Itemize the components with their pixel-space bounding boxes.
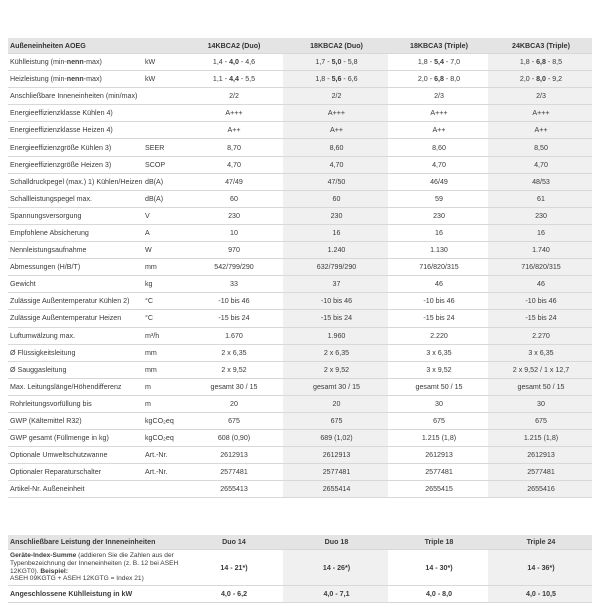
spec-unit bbox=[143, 190, 183, 207]
spec-unit bbox=[143, 344, 183, 361]
spec-unit bbox=[143, 464, 183, 481]
spec-value-model-3: -15 bis 24 bbox=[388, 310, 488, 327]
spec-value-model-3: 2/3 bbox=[388, 88, 488, 105]
spec-value-model-2: 37 bbox=[283, 276, 388, 293]
spec-value-model-4: A+++ bbox=[488, 105, 592, 122]
spec-value-model-2: 2655414 bbox=[283, 481, 388, 498]
spec-value-model-4: 8,50 bbox=[488, 139, 592, 156]
spec-value-model-4: 46 bbox=[488, 276, 592, 293]
spec-value-model-3: A++ bbox=[388, 122, 488, 139]
spec-unit-text: kg bbox=[145, 280, 153, 289]
spec-unit-text: kW bbox=[145, 58, 156, 67]
spec-value-model-2: 20 bbox=[283, 395, 388, 412]
spec-value-model-3: A+++ bbox=[388, 105, 488, 122]
spec-unit-text: dB(A) bbox=[145, 177, 164, 186]
spec-row bbox=[8, 395, 592, 412]
spec-row bbox=[8, 173, 592, 190]
spec-value-model-1: 33 bbox=[183, 276, 283, 293]
spec-value-model-1: 2 x 6,35 bbox=[183, 344, 283, 361]
index-example-text: ASEH 09KGTG + ASEH 12KGTG = Index 21) bbox=[10, 575, 144, 583]
spec-row bbox=[8, 207, 592, 224]
spec-value-model-2: 230 bbox=[283, 207, 388, 224]
spec-label: Energieeffizienzgröße Kühlen 3) bbox=[8, 139, 143, 156]
spec-unit bbox=[143, 122, 183, 139]
spec-value-model-4: 1,8 - 6,8 - 8,5 bbox=[488, 54, 592, 71]
indoor-capacity-header-row bbox=[8, 535, 592, 550]
spec-value-model-1: A+++ bbox=[183, 105, 283, 122]
outdoor-units-body bbox=[8, 54, 592, 498]
spec-row bbox=[8, 224, 592, 241]
spec-unit-text: dB(A) bbox=[145, 194, 164, 203]
spec-row bbox=[8, 481, 592, 498]
spec-value-model-3: 59 bbox=[388, 190, 488, 207]
spec-value-model-3: -10 bis 46 bbox=[388, 293, 488, 310]
spec-row bbox=[8, 361, 592, 378]
spec-unit bbox=[143, 293, 183, 310]
spec-unit bbox=[143, 139, 183, 156]
spec-row bbox=[8, 190, 592, 207]
spec-unit-text: mm bbox=[145, 263, 157, 272]
spec-value-model-4: A++ bbox=[488, 122, 592, 139]
spec-unit bbox=[143, 447, 183, 464]
spec-value-model-3: 1,8 - 5,4 - 7,0 bbox=[388, 54, 488, 71]
spec-value-model-1: 230 bbox=[183, 207, 283, 224]
spec-row bbox=[8, 54, 592, 71]
spec-value-model-1: 675 bbox=[183, 412, 283, 429]
spec-unit bbox=[143, 71, 183, 88]
spec-label: Zulässige Außentemperatur Kühlen 2) bbox=[8, 293, 143, 310]
spec-value-model-3: 3 x 9,52 bbox=[388, 361, 488, 378]
cooling-triple24: 4,0 - 10,5 bbox=[488, 585, 592, 602]
spec-value-model-2: 16 bbox=[283, 224, 388, 241]
spec-value-model-2: 675 bbox=[283, 412, 388, 429]
spec-value-model-4: 2 x 9,52 / 1 x 12,7 bbox=[488, 361, 592, 378]
spec-value-model-3: 46/49 bbox=[388, 173, 488, 190]
spec-unit-text: W bbox=[145, 246, 152, 255]
spec-value-model-3: 4,70 bbox=[388, 156, 488, 173]
spec-unit bbox=[143, 361, 183, 378]
cooling-duo14: 4,0 - 6,2 bbox=[183, 585, 283, 602]
spec-value-model-4: 61 bbox=[488, 190, 592, 207]
spec-label: Empfohlene Absicherung bbox=[8, 224, 143, 241]
spec-value-model-2: gesamt 30 / 15 bbox=[283, 378, 388, 395]
spec-row bbox=[8, 447, 592, 464]
spec-row bbox=[8, 327, 592, 344]
spec-value-model-2: 1.240 bbox=[283, 242, 388, 259]
spec-value-model-4: 30 bbox=[488, 395, 592, 412]
index-sum-title: Geräte-Index-Summe bbox=[10, 552, 77, 560]
spec-value-model-1: 1,1 - 4,4 - 5,5 bbox=[183, 71, 283, 88]
cooling-duo18: 4,0 - 7,1 bbox=[283, 585, 388, 602]
spec-value-model-2: 47/50 bbox=[283, 173, 388, 190]
spec-unit bbox=[143, 481, 183, 498]
spec-unit bbox=[143, 412, 183, 429]
spec-label: Artikel-Nr. Außeneinheit bbox=[8, 481, 143, 498]
spec-label: Ø Flüssigkeitsleitung bbox=[8, 344, 143, 361]
outdoor-units-table bbox=[8, 38, 592, 498]
index-sum-duo14: 14 - 21*) bbox=[183, 550, 283, 585]
index-sum-text: (addieren Sie die Zahlen aus der Typenbezeichnung der Inneneinheiten (z. B. 12 bei ASEH 12KGT0). bbox=[10, 552, 179, 575]
spec-value-model-1: 2612913 bbox=[183, 447, 283, 464]
spec-row bbox=[8, 276, 592, 293]
spec-value-model-4: 2/3 bbox=[488, 88, 592, 105]
spec-label: Ø Sauggasleitung bbox=[8, 361, 143, 378]
spec-value-model-1: 2577481 bbox=[183, 464, 283, 481]
header-unit bbox=[143, 38, 183, 54]
spec-label: Energieeffizienzgröße Heizen 3) bbox=[8, 156, 143, 173]
spec-value-model-1: 10 bbox=[183, 224, 283, 241]
indoor-header-triple18: Triple 18 bbox=[388, 535, 488, 550]
spec-value-model-4: 2655416 bbox=[488, 481, 592, 498]
spec-label: Abmessungen (H/B/T) bbox=[8, 259, 143, 276]
spec-value-model-2: 632/799/290 bbox=[283, 259, 388, 276]
spec-row bbox=[8, 293, 592, 310]
spec-row bbox=[8, 259, 592, 276]
spec-row bbox=[8, 88, 592, 105]
index-sum-row bbox=[8, 550, 592, 585]
spec-row bbox=[8, 344, 592, 361]
spec-value-model-2: 60 bbox=[283, 190, 388, 207]
spec-value-model-3: 716/820/315 bbox=[388, 259, 488, 276]
spec-unit-text: kgCO₂eq bbox=[145, 434, 174, 443]
spec-value-model-3: 1.215 (1,8) bbox=[388, 430, 488, 447]
spec-unit bbox=[143, 207, 183, 224]
spec-value-model-3: 2.220 bbox=[388, 327, 488, 344]
indoor-header-duo14: Duo 14 bbox=[183, 535, 283, 550]
spec-value-model-2: A+++ bbox=[283, 105, 388, 122]
spec-value-model-1: 2655413 bbox=[183, 481, 283, 498]
spec-value-model-1: 608 (0,90) bbox=[183, 430, 283, 447]
spec-value-model-3: 1.130 bbox=[388, 242, 488, 259]
spec-unit bbox=[143, 259, 183, 276]
spec-unit bbox=[143, 242, 183, 259]
spec-value-model-4: 1.740 bbox=[488, 242, 592, 259]
spec-label: Optionaler Reparaturschalter bbox=[8, 464, 143, 481]
spec-value-model-4: 675 bbox=[488, 412, 592, 429]
spec-label: Heizleistung (min-nenn-max) bbox=[8, 71, 143, 88]
spec-label: GWP (Kältemittel R32) bbox=[8, 412, 143, 429]
spec-unit-text: kgCO₂eq bbox=[145, 417, 174, 426]
spec-value-model-3: 230 bbox=[388, 207, 488, 224]
spec-value-model-4: 2577481 bbox=[488, 464, 592, 481]
spec-value-model-2: 2577481 bbox=[283, 464, 388, 481]
index-example-title: Beispiel: bbox=[40, 567, 68, 575]
spec-label: Kühlleistung (min-nenn-max) bbox=[8, 54, 143, 71]
spec-row bbox=[8, 412, 592, 429]
spec-unit-text: m bbox=[145, 382, 151, 391]
spec-row bbox=[8, 464, 592, 481]
index-sum-label bbox=[8, 550, 183, 585]
spec-row bbox=[8, 156, 592, 173]
spec-value-model-4: -15 bis 24 bbox=[488, 310, 592, 327]
index-sum-triple18: 14 - 30*) bbox=[388, 550, 488, 585]
spec-value-model-2: -15 bis 24 bbox=[283, 310, 388, 327]
spec-value-model-4: 48/53 bbox=[488, 173, 592, 190]
indoor-capacity-table bbox=[8, 535, 592, 602]
spec-value-model-1: 4,70 bbox=[183, 156, 283, 173]
spec-value-model-4: 2612913 bbox=[488, 447, 592, 464]
spec-value-model-4: 716/820/315 bbox=[488, 259, 592, 276]
spec-row bbox=[8, 310, 592, 327]
index-sum-duo18: 14 - 26*) bbox=[283, 550, 388, 585]
spec-unit-text: mm bbox=[145, 348, 157, 357]
spec-value-model-4: 4,70 bbox=[488, 156, 592, 173]
cooling-triple18: 4,0 - 8,0 bbox=[388, 585, 488, 602]
spec-row bbox=[8, 122, 592, 139]
spec-unit-text: kW bbox=[145, 75, 156, 84]
spec-value-model-3: 2577481 bbox=[388, 464, 488, 481]
index-sum-triple24: 14 - 36*) bbox=[488, 550, 592, 585]
indoor-header-triple24: Triple 24 bbox=[488, 535, 592, 550]
spec-unit bbox=[143, 224, 183, 241]
header-title: Außeneinheiten AOEG bbox=[8, 38, 143, 54]
spec-unit-text: Art.-Nr. bbox=[145, 468, 168, 477]
spec-value-model-4: gesamt 50 / 15 bbox=[488, 378, 592, 395]
spec-value-model-3: 46 bbox=[388, 276, 488, 293]
spec-unit-text: mm bbox=[145, 365, 157, 374]
spec-row bbox=[8, 430, 592, 447]
spec-value-model-4: 2.270 bbox=[488, 327, 592, 344]
spec-value-model-1: 8,70 bbox=[183, 139, 283, 156]
spec-value-model-1: 1,4 - 4,0 - 4,6 bbox=[183, 54, 283, 71]
spec-unit-text: SEER bbox=[145, 143, 165, 152]
spec-unit bbox=[143, 105, 183, 122]
spec-unit-text: V bbox=[145, 211, 150, 220]
spec-label: Spannungsversorgung bbox=[8, 207, 143, 224]
spec-row bbox=[8, 139, 592, 156]
spec-value-model-3: 8,60 bbox=[388, 139, 488, 156]
spec-value-model-3: 3 x 6,35 bbox=[388, 344, 488, 361]
spec-value-model-3: 675 bbox=[388, 412, 488, 429]
spec-unit bbox=[143, 54, 183, 71]
spec-label: Gewicht bbox=[8, 276, 143, 293]
spec-unit-text: °C bbox=[145, 314, 153, 323]
spec-label: Schalldruckpegel (max.) 1) Kühlen/Heizen bbox=[8, 173, 143, 190]
spec-value-model-2: 2 x 9,52 bbox=[283, 361, 388, 378]
spec-row bbox=[8, 242, 592, 259]
spec-value-model-1: 542/799/290 bbox=[183, 259, 283, 276]
spec-label: Optionale Umweltschutzwanne bbox=[8, 447, 143, 464]
spec-value-model-3: 2655415 bbox=[388, 481, 488, 498]
spec-value-model-2: 1.960 bbox=[283, 327, 388, 344]
spec-value-model-3: 16 bbox=[388, 224, 488, 241]
spec-row bbox=[8, 378, 592, 395]
spec-unit bbox=[143, 327, 183, 344]
spec-label: Anschließbare Inneneinheiten (min/max) bbox=[8, 88, 143, 105]
spec-label: Energieeffizienzklasse Heizen 4) bbox=[8, 122, 143, 139]
spec-value-model-2: -10 bis 46 bbox=[283, 293, 388, 310]
spec-value-model-2: 1,8 - 5,6 - 6,6 bbox=[283, 71, 388, 88]
spec-unit-text: m bbox=[145, 399, 151, 408]
spec-label: Zulässige Außentemperatur Heizen bbox=[8, 310, 143, 327]
header-model-4: 24KBCA3 (Triple) bbox=[488, 38, 592, 54]
spec-unit bbox=[143, 276, 183, 293]
spec-value-model-1: 2/2 bbox=[183, 88, 283, 105]
spec-unit bbox=[143, 395, 183, 412]
spec-value-model-4: 3 x 6,35 bbox=[488, 344, 592, 361]
spec-value-model-4: 16 bbox=[488, 224, 592, 241]
spec-value-model-1: 2 x 9,52 bbox=[183, 361, 283, 378]
spec-unit bbox=[143, 310, 183, 327]
spec-value-model-3: 30 bbox=[388, 395, 488, 412]
spec-value-model-2: 2612913 bbox=[283, 447, 388, 464]
spec-label: Max. Leitungslänge/Höhendifferenz bbox=[8, 378, 143, 395]
indoor-header-title: Anschließbare Leistung der Inneneinheiten bbox=[8, 535, 183, 550]
spec-unit-text: SCOP bbox=[145, 160, 166, 169]
spec-value-model-3: gesamt 50 / 15 bbox=[388, 378, 488, 395]
outdoor-units-header-row bbox=[8, 38, 592, 54]
spec-unit-text: A bbox=[145, 228, 150, 237]
spec-unit-text: °C bbox=[145, 297, 153, 306]
spec-value-model-4: 2,0 - 8,0 - 9,2 bbox=[488, 71, 592, 88]
indoor-header-duo18: Duo 18 bbox=[283, 535, 388, 550]
spec-value-model-2: 689 (1,02) bbox=[283, 430, 388, 447]
spec-unit-text: m³/h bbox=[145, 331, 160, 340]
spec-value-model-3: 2,0 - 6,8 - 8,0 bbox=[388, 71, 488, 88]
spec-label: Energieeffizienzklasse Kühlen 4) bbox=[8, 105, 143, 122]
spec-row bbox=[8, 105, 592, 122]
header-model-1: 14KBCA2 (Duo) bbox=[183, 38, 283, 54]
spec-label: Schallleistungspegel max. bbox=[8, 190, 143, 207]
spec-value-model-1: -10 bis 46 bbox=[183, 293, 283, 310]
spec-value-model-1: 970 bbox=[183, 242, 283, 259]
spec-value-model-1: A++ bbox=[183, 122, 283, 139]
spec-sheet bbox=[8, 38, 592, 603]
cooling-capacity-label: Angeschlossene Kühlleistung in kW bbox=[8, 585, 183, 602]
spec-unit bbox=[143, 378, 183, 395]
header-model-3: 18KBCA3 (Triple) bbox=[388, 38, 488, 54]
spec-value-model-4: -10 bis 46 bbox=[488, 293, 592, 310]
spec-value-model-4: 1.215 (1,8) bbox=[488, 430, 592, 447]
spec-value-model-2: 2 x 6,35 bbox=[283, 344, 388, 361]
spec-value-model-1: 47/49 bbox=[183, 173, 283, 190]
spec-label: Nennleistungsaufnahme bbox=[8, 242, 143, 259]
spec-value-model-2: 8,60 bbox=[283, 139, 388, 156]
spec-label: GWP gesamt (Füllmenge in kg) bbox=[8, 430, 143, 447]
spec-row bbox=[8, 71, 592, 88]
spec-value-model-2: 2/2 bbox=[283, 88, 388, 105]
spec-unit-text: Art.-Nr. bbox=[145, 451, 168, 460]
spec-unit bbox=[143, 156, 183, 173]
spec-value-model-3: 2612913 bbox=[388, 447, 488, 464]
spec-label: Luftumwälzung max. bbox=[8, 327, 143, 344]
spec-unit bbox=[143, 430, 183, 447]
spec-value-model-1: 1.670 bbox=[183, 327, 283, 344]
spec-unit bbox=[143, 173, 183, 190]
spec-value-model-1: 60 bbox=[183, 190, 283, 207]
spec-value-model-1: -15 bis 24 bbox=[183, 310, 283, 327]
spec-label: Rohrleitungsvorfüllung bis bbox=[8, 395, 143, 412]
header-model-2: 18KBCA2 (Duo) bbox=[283, 38, 388, 54]
spec-value-model-1: 20 bbox=[183, 395, 283, 412]
spec-unit bbox=[143, 88, 183, 105]
spec-value-model-2: 1,7 - 5,0 - 5,8 bbox=[283, 54, 388, 71]
spec-value-model-4: 230 bbox=[488, 207, 592, 224]
spec-value-model-2: A++ bbox=[283, 122, 388, 139]
spec-value-model-2: 4,70 bbox=[283, 156, 388, 173]
spec-value-model-1: gesamt 30 / 15 bbox=[183, 378, 283, 395]
